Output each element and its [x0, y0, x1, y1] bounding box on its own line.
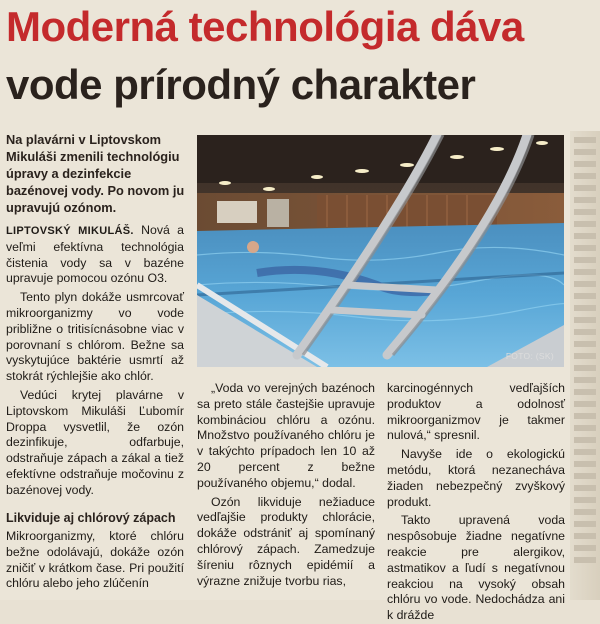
- adjacent-article-edge: [570, 131, 600, 600]
- article-column-2: [197, 381, 375, 589]
- article-column-1: [6, 223, 184, 592]
- subheading: Likviduje aj chlórový zápach: [6, 510, 176, 525]
- headline-line-1: Moderná technológia dáva: [6, 3, 524, 50]
- photo-caption: FOTO: (SK): [505, 351, 554, 361]
- column-1-paragraph-3: Vedúci krytej plavárne v Liptovskom Mikuláši Ľubomír Droppa vysvetlil, že ozón dezinfikuje, odfarbuje, odstraňuje zápach a zákal a tiež efektívne odstraňuje močovinu z bazénovej vody.: [6, 387, 184, 497]
- column-2-paragraph-1: „Voda vo verejných bazénoch sa preto stále častejšie upravuje kombináciou chlóru a ozónu. Množstvo používaného chlóru je v takýchto prípadoch len 10 až 20 percent z bežne používaného objemu,“ dodal.: [197, 381, 375, 490]
- article-column-3: [387, 381, 565, 624]
- column-3-paragraph-3: Takto upravená voda nespôsobuje žiadne negatívne reakcie pre alergikov, astmatikov a ľudí s negatívnou reakciou na vysoký obsah chlóru vo vode. Nedochádza ani k dráždе: [387, 513, 565, 623]
- headline-line-2: vode prírodný charakter: [6, 61, 476, 108]
- column-2-paragraph-2: Ozón likviduje nežiaduce vedľajšie produkty chlorácie, dokáže odstrániť aj spomínaný chlórový zápach. Zamedzuje šíreniu rôznych epidémií a výrazne znižuje tvorbu rias,: [197, 494, 375, 588]
- column-3-paragraph-1: karcinogénnych vedľajších produktov a odolnosť mikroorganizmov je takmer nulová,“ spresnil.: [387, 381, 565, 443]
- column-1-paragraph-2: Tento plyn dokáže usmrcovať mikroorganizmy vo vode približne o tritisícnásobne viac v porovnaní s chlórom. Bežne sa vyskytujúce baktérie usmrtí až stokrát rýchlejšie ako chlór.: [6, 290, 184, 384]
- column-3-paragraph-2: Navyše ide o ekologickú metódu, ktorá nezanecháva žiaden nebezpečný zvyškový produkt.: [387, 447, 565, 509]
- column-1-paragraph-4: Mikroorganizmy, ktoré chlóru bežne odolávajú, dokáže ozón zničiť v krátkom čase. Pri použití chlóru alebo jeho zlúčenín: [6, 529, 184, 591]
- byline: LIPTOVSKÝ MIKULÁŠ.: [6, 225, 134, 237]
- pool-photo: [197, 135, 564, 367]
- lead-paragraph: Na plavárni v Liptovskom Mikuláši zmenili technológiu úpravy a dezinfekcie bazénovej vody. Po novom ju upravujú ozónom.: [6, 132, 185, 215]
- column-1-paragraph-1: [6, 223, 184, 287]
- column-1-text-1: Nová a veľmi efektívna technológia čistenia vody sa v bazéne upravuje pomocou ozónu O3.: [6, 223, 185, 286]
- pool-photo-illustration: [197, 135, 564, 367]
